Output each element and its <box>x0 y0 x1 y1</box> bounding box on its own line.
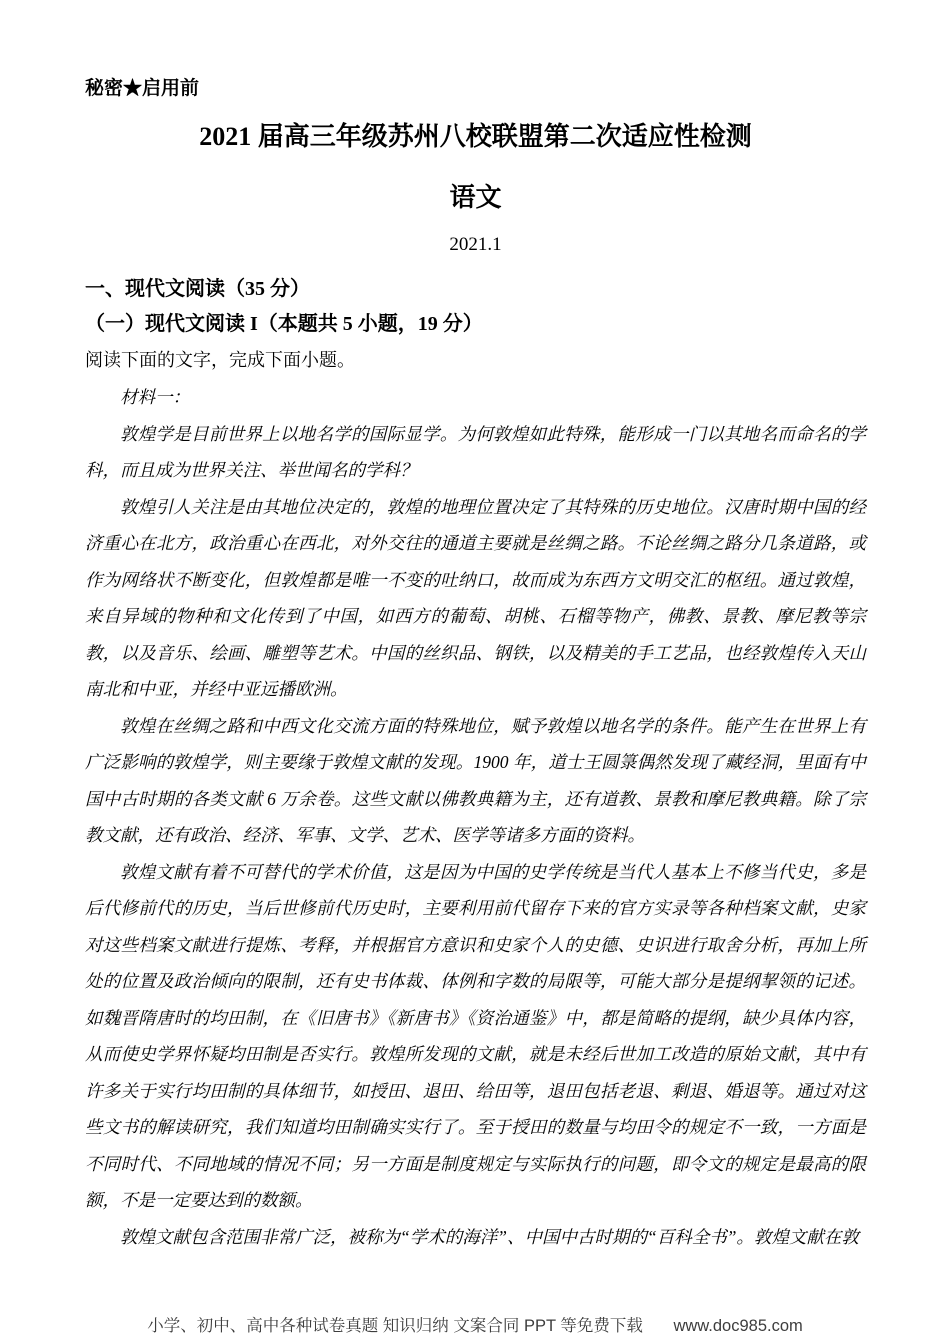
material-paragraph: 敦煌文献有着不可替代的学术价值，这是因为中国的史学传统是当代人基本上不修当代史，多是后代修前代的历史，当后世修前代历史时，主要利用前代留存下来的官方实录等各种档案文献，史家对这些档案文献进行提炼、考释，并根据官方意识和史家个人的史德、史识进行取舍分析，再加上所处的位置及政治倾向的限制，还有史书体裁、体例和字数的局限等，可能大部分是提纲挈领的记述。如魏晋隋唐时的均田制，在《旧唐书》《新唐书》《资治通鉴》中，都是简略的提纲，缺少具体内容，从而使史学界怀疑均田制是否实行。敦煌所发现的文献，就是未经后世加工改造的原始文献，其中有许多关于实行均田制的具体细节，如授田、退田、给田等，退田包括老退、剩退、婚退等。通过对这些文书的解读研究，我们知道均田制确实实行了。至于授田的数量与均田令的规定不一致，一方面是不同时代、不同地域的情况不同；另一方面是制度规定与实际执行的问题，即令文的规定是最高的限额，不是一定要达到的数额。 <box>85 861 866 1210</box>
footer-services-text: 小学、初中、高中各种试卷真题 知识归纳 文案合同 PPT 等免费下载 <box>147 1317 643 1335</box>
page-footer <box>0 1315 950 1337</box>
material-paragraph: 敦煌学是目前世界上以地名学的国际显学。为何敦煌如此特殊，能形成一门以其地名而命名的学科，而且成为世界关注、举世闻名的学科？ <box>85 423 866 480</box>
material-one-section <box>85 379 866 1255</box>
page-title: 2021 届高三年级苏州八校联盟第二次适应性检测 <box>199 122 752 151</box>
subsection-heading-reading-one: （一）现代文阅读 I（本题共 5 小题，19 分） <box>85 313 483 335</box>
exam-date: 2021.1 <box>449 234 502 255</box>
material-paragraph: 敦煌在丝绸之路和中西文化交流方面的特殊地位，赋予敦煌以地名学的条件。能产生在世界上有广泛影响的敦煌学，则主要缘于敦煌文献的发现。1900 年，道士王圆箓偶然发现了藏经洞，里面有中国中古时期的各类文献 6 万余卷。这些文献以佛教典籍为主，还有道教、景教和摩尼教典籍。除了宗教文献，还有政治、经济、军事、文学、艺术、医学等诸多方面的资料。 <box>85 715 866 845</box>
section-heading-modern-reading: 一、现代文阅读（35 分） <box>85 278 310 300</box>
footer-website-text: www.doc985.com <box>673 1317 803 1335</box>
material-paragraph: 敦煌引人关注是由其地位决定的，敦煌的地理位置决定了其特殊的历史地位。汉唐时期中国的经济重心在北方，政治重心在西北，对外交往的通道主要就是丝绸之路。不论丝绸之路分几条道路，或作为网络状不断变化，但敦煌都是唯一不变的吐纳口，故而成为东西方文明交汇的枢纽。通过敦煌，来自异域的物种和文化传到了中国，如西方的葡萄、胡桃、石榴等物产，佛教、景教、摩尼教等宗教，以及音乐、绘画、雕塑等艺术。中国的丝织品、钢铁，以及精美的手工艺品，也经敦煌传入天山南北和中亚，并经中亚远播欧洲。 <box>85 496 866 699</box>
material-label: 材料一： <box>120 387 190 407</box>
reading-instruction: 阅读下面的文字，完成下面小题。 <box>85 350 355 370</box>
subject-title: 语文 <box>449 183 502 212</box>
security-notice: 秘密★启用前 <box>85 78 200 99</box>
material-paragraph: 敦煌文献包含范围非常广泛，被称为“学术的海洋”、中国中古时期的“百科全书”。敦煌文献在敦 <box>120 1226 859 1247</box>
